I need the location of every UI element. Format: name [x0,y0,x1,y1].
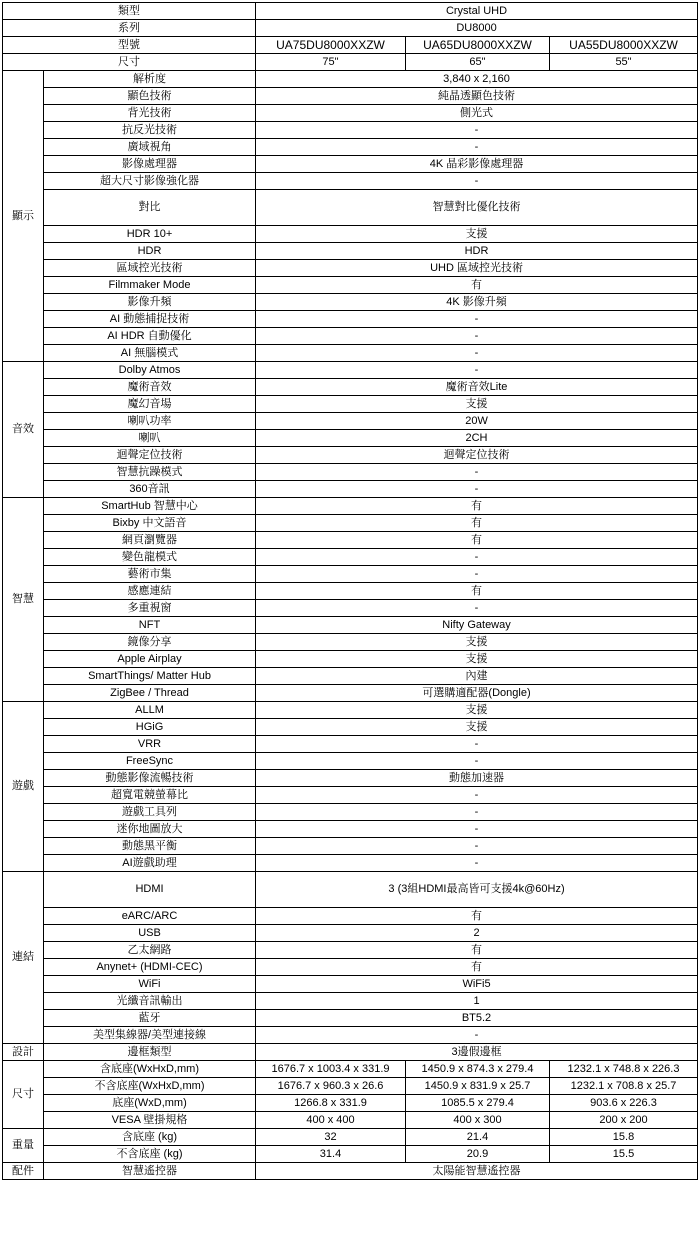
spec-label: 遊戲工具列 [44,804,256,821]
spec-label: 背光技術 [44,105,256,122]
category-cell: 尺寸 [3,1061,44,1129]
spec-value: 有 [256,959,698,976]
spec-label: USB [44,925,256,942]
spec-row [3,156,698,173]
spec-label: AI HDR 自動優化 [44,328,256,345]
type-value: Crystal UHD [256,3,698,20]
spec-value: 有 [256,908,698,925]
spec-label: HDR 10+ [44,226,256,243]
spec-row [3,908,698,925]
spec-value: HDR [256,243,698,260]
spec-row [3,139,698,156]
spec-label: VRR [44,736,256,753]
model-55: UA55DU8000XXZW [550,37,698,54]
spec-value: 400 x 300 [406,1112,550,1129]
spec-label: ZigBee / Thread [44,685,256,702]
spec-value: 15.5 [550,1146,698,1163]
spec-value: 1232.1 x 708.8 x 25.7 [550,1078,698,1095]
spec-value: 1676.7 x 1003.4 x 331.9 [256,1061,406,1078]
spec-value: 3邊假邊框 [256,1044,698,1061]
spec-row [3,685,698,702]
spec-row [3,1010,698,1027]
spec-label: 區域控光技術 [44,260,256,277]
size-65: 65" [406,54,550,71]
spec-value: 有 [256,515,698,532]
spec-label: 喇叭功率 [44,413,256,430]
spec-label: HGiG [44,719,256,736]
spec-label: Apple Airplay [44,651,256,668]
spec-label: 對比 [44,190,256,226]
spec-row [3,583,698,600]
spec-value: - [256,173,698,190]
spec-row [3,498,698,515]
spec-row [3,925,698,942]
spec-row [3,243,698,260]
category-cell: 連結 [3,872,44,1044]
spec-row [3,328,698,345]
spec-row [3,753,698,770]
spec-row [3,634,698,651]
size-55: 55" [550,54,698,71]
spec-row [3,770,698,787]
spec-row [3,1112,698,1129]
spec-label: 廣域視角 [44,139,256,156]
spec-row [3,413,698,430]
spec-row [3,719,698,736]
spec-value: 太陽能智慧遙控器 [256,1163,698,1180]
spec-row [3,430,698,447]
spec-row [3,1095,698,1112]
spec-value: 1232.1 x 748.8 x 226.3 [550,1061,698,1078]
spec-label: 超大尺寸影像強化器 [44,173,256,190]
spec-label: 影像處理器 [44,156,256,173]
spec-label: AI 動態捕捉技術 [44,311,256,328]
spec-value: 有 [256,942,698,959]
series-label: 系列 [3,20,256,37]
spec-value: 智慧對比優化技術 [256,190,698,226]
spec-row [3,294,698,311]
spec-row [3,447,698,464]
series-value: DU8000 [256,20,698,37]
spec-label: Filmmaker Mode [44,277,256,294]
spec-row [3,702,698,719]
spec-value: 支援 [256,226,698,243]
model-label: 型號 [3,37,256,54]
spec-label: Bixby 中文語音 [44,515,256,532]
spec-label: 魔幻音場 [44,396,256,413]
spec-label: AI遊戲助理 [44,855,256,872]
spec-value: 31.4 [256,1146,406,1163]
spec-value: - [256,549,698,566]
spec-value: 20W [256,413,698,430]
header-row-series [3,20,698,37]
spec-row [3,617,698,634]
spec-value: - [256,311,698,328]
spec-label: ALLM [44,702,256,719]
spec-row [3,190,698,226]
spec-row [3,122,698,139]
spec-label: 含底座(WxHxD,mm) [44,1061,256,1078]
spec-label: WiFi [44,976,256,993]
spec-row [3,1044,698,1061]
spec-row [3,277,698,294]
spec-table [2,2,698,1180]
category-cell: 重量 [3,1129,44,1163]
size-label: 尺寸 [3,54,256,71]
spec-row [3,872,698,908]
spec-row [3,600,698,617]
spec-value: UHD 區域控光技術 [256,260,698,277]
spec-label: NFT [44,617,256,634]
model-65: UA65DU8000XXZW [406,37,550,54]
spec-label: Anynet+ (HDMI-CEC) [44,959,256,976]
spec-value: 20.9 [406,1146,550,1163]
spec-row [3,855,698,872]
spec-row [3,311,698,328]
spec-value: 1676.7 x 960.3 x 26.6 [256,1078,406,1095]
spec-row [3,976,698,993]
spec-label: 感應連結 [44,583,256,600]
spec-row [3,1146,698,1163]
spec-row [3,379,698,396]
spec-row [3,1027,698,1044]
spec-value: - [256,464,698,481]
spec-value: 魔術音效Lite [256,379,698,396]
category-cell: 顯示 [3,71,44,362]
spec-row [3,1163,698,1180]
spec-value: 有 [256,277,698,294]
spec-value: 3 (3組HDMI最高皆可支援4k@60Hz) [256,872,698,908]
spec-value: - [256,345,698,362]
spec-value: 3,840 x 2,160 [256,71,698,88]
header-row-type [3,3,698,20]
spec-label: 喇叭 [44,430,256,447]
spec-label: 顯色技術 [44,88,256,105]
spec-value: 有 [256,532,698,549]
spec-row [3,362,698,379]
spec-label: 解析度 [44,71,256,88]
spec-value: 1266.8 x 331.9 [256,1095,406,1112]
spec-row [3,345,698,362]
spec-label: 多重視窗 [44,600,256,617]
spec-value: BT5.2 [256,1010,698,1027]
spec-row [3,821,698,838]
size-75: 75" [256,54,406,71]
spec-row [3,71,698,88]
spec-label: 智慧遙控器 [44,1163,256,1180]
spec-label: SmartThings/ Matter Hub [44,668,256,685]
spec-row [3,226,698,243]
spec-value: 4K 晶彩影像處理器 [256,156,698,173]
spec-value: 純晶透顯色技術 [256,88,698,105]
spec-label: 超寬電競螢幕比 [44,787,256,804]
spec-value: - [256,481,698,498]
spec-row [3,942,698,959]
spec-row [3,959,698,976]
spec-label: 邊框類型 [44,1044,256,1061]
spec-row [3,549,698,566]
spec-label: 抗反光技術 [44,122,256,139]
spec-label: 美型集線器/美型連接線 [44,1027,256,1044]
spec-value: 支援 [256,702,698,719]
spec-value: 4K 影像升頻 [256,294,698,311]
spec-value: 可選購適配器(Dongle) [256,685,698,702]
spec-value: - [256,1027,698,1044]
spec-value: - [256,566,698,583]
spec-row [3,668,698,685]
spec-label: VESA 壁掛規格 [44,1112,256,1129]
spec-value: 1 [256,993,698,1010]
type-label: 類型 [3,3,256,20]
header-row-model [3,37,698,54]
spec-value: 支援 [256,651,698,668]
spec-label: HDMI [44,872,256,908]
spec-value: 支援 [256,396,698,413]
spec-value: - [256,787,698,804]
category-cell: 音效 [3,362,44,498]
spec-value: 動態加速器 [256,770,698,787]
spec-label: HDR [44,243,256,260]
spec-value: - [256,139,698,156]
spec-value: 迴聲定位技術 [256,447,698,464]
spec-value: Nifty Gateway [256,617,698,634]
spec-value: 200 x 200 [550,1112,698,1129]
spec-value: 400 x 400 [256,1112,406,1129]
spec-label: 底座(WxD,mm) [44,1095,256,1112]
spec-value: 2 [256,925,698,942]
spec-label: FreeSync [44,753,256,770]
spec-label: 動態黑平衡 [44,838,256,855]
spec-label: 含底座 (kg) [44,1129,256,1146]
spec-label: 變色龍模式 [44,549,256,566]
spec-label: 乙太網路 [44,942,256,959]
spec-row [3,260,698,277]
spec-value: 支援 [256,634,698,651]
spec-row [3,1078,698,1095]
category-cell: 配件 [3,1163,44,1180]
spec-value: 32 [256,1129,406,1146]
spec-row [3,993,698,1010]
spec-value: - [256,736,698,753]
spec-label: AI 無腦模式 [44,345,256,362]
spec-value: 2CH [256,430,698,447]
spec-label: 智慧抗躁模式 [44,464,256,481]
spec-label: 影像升頻 [44,294,256,311]
spec-value: - [256,855,698,872]
spec-label: 藍牙 [44,1010,256,1027]
spec-label: 動態影像流暢技術 [44,770,256,787]
spec-value: - [256,362,698,379]
spec-label: 360音訊 [44,481,256,498]
category-cell: 遊戲 [3,702,44,872]
spec-row [3,481,698,498]
spec-value: 1085.5 x 279.4 [406,1095,550,1112]
spec-value: - [256,821,698,838]
spec-value: 1450.9 x 874.3 x 279.4 [406,1061,550,1078]
spec-row [3,838,698,855]
spec-row [3,804,698,821]
spec-row [3,173,698,190]
spec-value: - [256,122,698,139]
spec-value: 有 [256,583,698,600]
spec-value: - [256,328,698,345]
spec-label: 藝術市集 [44,566,256,583]
spec-value: - [256,838,698,855]
spec-value: - [256,600,698,617]
spec-row [3,1061,698,1078]
spec-label: 魔術音效 [44,379,256,396]
spec-value: 有 [256,498,698,515]
header-row-size [3,54,698,71]
spec-row [3,515,698,532]
spec-row [3,88,698,105]
spec-label: eARC/ARC [44,908,256,925]
model-75: UA75DU8000XXZW [256,37,406,54]
category-cell: 設計 [3,1044,44,1061]
spec-value: WiFi5 [256,976,698,993]
spec-row [3,396,698,413]
spec-label: 網頁瀏覽器 [44,532,256,549]
spec-row [3,736,698,753]
category-cell: 智慧 [3,498,44,702]
spec-value: 903.6 x 226.3 [550,1095,698,1112]
spec-value: 15.8 [550,1129,698,1146]
spec-value: 側光式 [256,105,698,122]
spec-row [3,1129,698,1146]
spec-value: 支援 [256,719,698,736]
spec-value: - [256,804,698,821]
spec-label: 鏡像分享 [44,634,256,651]
spec-label: 不含底座(WxHxD,mm) [44,1078,256,1095]
spec-label: 光纖音訊輸出 [44,993,256,1010]
spec-value: 21.4 [406,1129,550,1146]
spec-row [3,464,698,481]
spec-row [3,787,698,804]
spec-value: - [256,753,698,770]
spec-row [3,651,698,668]
spec-label: 迴聲定位技術 [44,447,256,464]
spec-value: 1450.9 x 831.9 x 25.7 [406,1078,550,1095]
spec-label: 迷你地圖放大 [44,821,256,838]
spec-label: Dolby Atmos [44,362,256,379]
spec-label: SmartHub 智慧中心 [44,498,256,515]
spec-row [3,532,698,549]
spec-value: 內建 [256,668,698,685]
spec-row [3,105,698,122]
spec-row [3,566,698,583]
spec-label: 不含底座 (kg) [44,1146,256,1163]
